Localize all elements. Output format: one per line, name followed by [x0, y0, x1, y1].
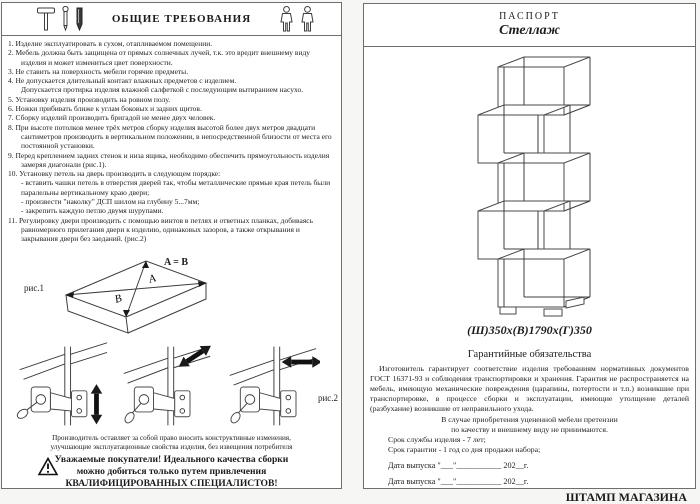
warning-text: Уважаемые покупатели! Идеального качества сборки можно добиться только путем привлечения КВАЛИФИЦИРОВАННЫХ СПЕЦИАЛИСТОВ! [54, 454, 289, 489]
two-people-icon [279, 6, 315, 33]
shelf-tower-drawing [456, 49, 626, 321]
requirement-item: 6. Ножки прибивать ближе к углам боковых и задних щитов. [8, 104, 202, 114]
manufacturer-note: Производитель оставляет за собой право вносить конструктивные изменения, улучшающие эксплуатационные свойства изделия, без извещения потребителя [50, 434, 293, 451]
general-requirements-panel [1, 2, 342, 489]
requirement-item: 5. Установку изделия производить на ровном полу. [8, 94, 171, 104]
person-icon [300, 6, 315, 33]
requirement-item: 2. Мебель должна быть защищена от прямых солнечных лучей, т.к. это вредит внешнему виду изделия и может измениться цвет поверхности. [8, 48, 311, 67]
fig1-label: рис.1 [24, 283, 45, 293]
warning-block [2, 454, 341, 490]
dowel-icon [61, 6, 70, 32]
hinge-diagram-vertical-adjust [12, 339, 108, 433]
requirements-list [8, 39, 337, 244]
requirement-item: 3. Не ставить на поверхность мебели горячие предметы. [8, 66, 189, 76]
requirement-item: 11. Регулировку двери производить с помощью винтов в петлях и ответных планках, добиваясь равномерного прилегания двери к изделию, одинаковых зазоров, а также открывания и закрывания двери без заеданий. (рис.2) [8, 215, 314, 244]
diagonal-a-label: A [147, 272, 158, 286]
hinge-diagram-horizontal-adjust [224, 339, 320, 433]
fig2-block [2, 339, 341, 435]
product-name: Стеллаж [499, 23, 560, 38]
requirement-item: 9. Перед креплением задних стенок и низа ящика, необходимо обеспечить прямоугольность изделия замеряя диагонали (рис.1). [8, 150, 330, 169]
left-panel-header [2, 3, 341, 36]
tools-icons [36, 6, 84, 32]
requirement-item: 10. Установку петель на дверь производить в следующем порядке: - вставить чашки петель в отверстия дверей так, чтобы металлические прямые края петель были паралельны вертикальному краю двери; - произвести "наколку" ДСП шилом на глубину 5...7мм; - закрепить каждую петлю двумя шурупами. [8, 169, 331, 216]
awl-icon [75, 6, 84, 32]
requirement-item: 1. Изделие эксплуатировать в сухом, отапливаемом помещении. [8, 39, 213, 48]
discount-note: В случае приобретения уцененной мебели претензии по качеству и внешнему виду не принимаются. [441, 415, 618, 434]
store-stamp-label: ШТАМП МАГАЗИНА [565, 490, 687, 504]
diagonal-b-label: B [113, 292, 124, 306]
person-icon [279, 6, 294, 33]
doc-type-title: ПАСПОРТ [499, 11, 560, 22]
release-date-line: Дата выпуска "___"___________ 202__г. [388, 477, 529, 486]
fig1-equation: A = B [164, 257, 189, 268]
warranty-body [370, 364, 689, 502]
warranty-text: Изготовитель гарантирует соответствие изделия требованиям нормативных документов ГОСТ 16371-93 и соблюдения транспортировки и хранения. Гарантия не распространяется на мебель, имеющую механические повреждения (царапины, потертости и т.п.) возникшие при транспортировке, в процессе сборки и эксплуатации, имеющие утолщение деталей (разбухание) возникшие от неправильного ухода. [370, 364, 689, 413]
general-requirements-title: ОБЩИЕ ТРЕБОВАНИЯ [111, 13, 252, 25]
hinge-diagram-diagonal-adjust [118, 339, 214, 433]
requirement-item: 4. Не допускается длительный контакт влажных предметов с изделием. Допускается протирка изделия влажной салфеткой с последующим вытиранием насухо. [8, 76, 304, 95]
fig2-label: рис.2 [317, 393, 338, 403]
hammer-icon [36, 6, 56, 32]
passport-panel [363, 3, 696, 504]
passport-header [364, 4, 695, 47]
dimensions-text: (Ш)350х(В)1790х(Г)350 [467, 323, 592, 337]
requirement-item: 7. Сборку изделий производить бригадой не менее двух человек. [8, 113, 216, 123]
fig1-diagonal-box-diagram [54, 253, 214, 338]
warranty-period-line: Срок гарантии - 1 год со дня продажи набора; [388, 445, 541, 454]
fig1-block [2, 249, 341, 341]
warranty-title: Гарантийные обязательства [467, 349, 592, 360]
service-life-line: Срок службы изделия - 7 лет; [388, 435, 486, 444]
warning-triangle-icon [38, 457, 58, 476]
requirement-item: 8. При высоте потолков менее трёх метров сборку изделия высотой более двух метров двадцати сантиметров производить в вертикальном положении, в непосредственной близости от места его постоянной установки. [8, 122, 332, 151]
release-date-line: Дата выпуска "___"___________ 202__г. [388, 461, 529, 470]
double-arrow-icon [91, 384, 103, 424]
